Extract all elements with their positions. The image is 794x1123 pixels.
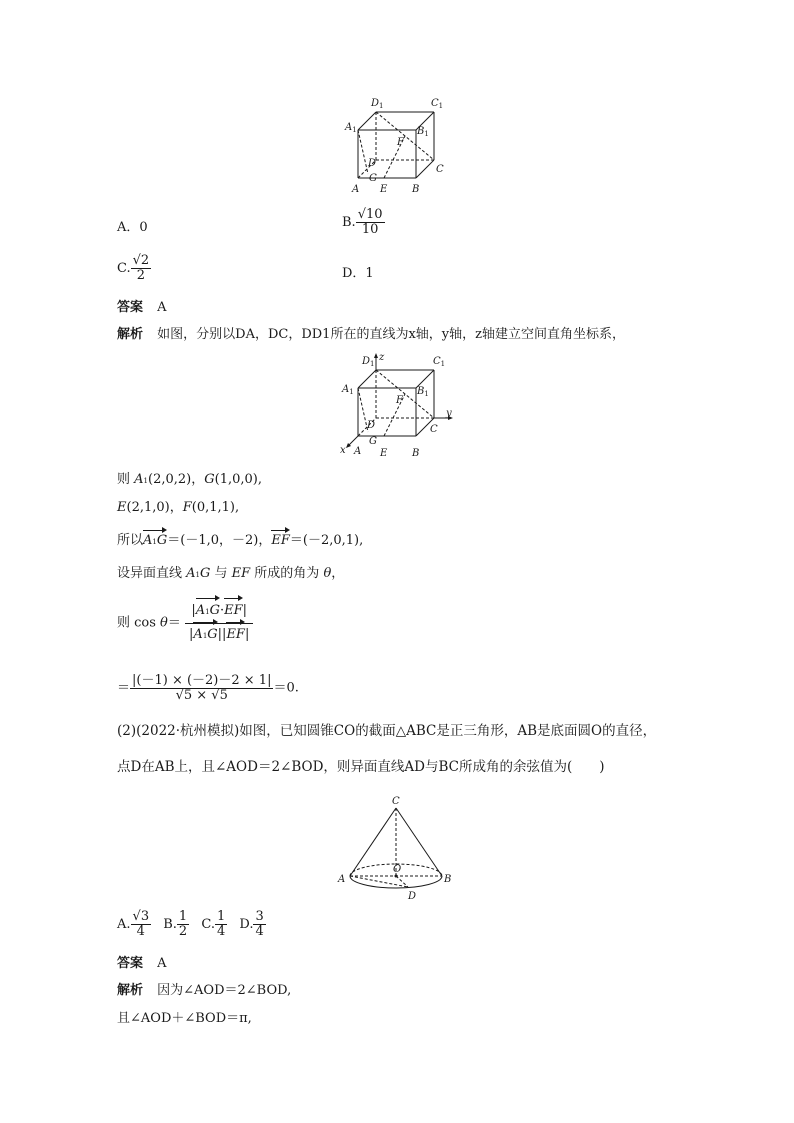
answer-1 xyxy=(117,299,167,317)
svg-text:F: F xyxy=(396,395,403,406)
result-value: ＝0. xyxy=(273,680,299,696)
option-c-prefix: C. xyxy=(117,261,131,276)
svg-text:A1: $A_1$ xyxy=(342,384,354,396)
answer-label: 答案 xyxy=(117,300,144,315)
answer-2 xyxy=(117,955,167,973)
opt2-c-den: 4 xyxy=(216,924,226,939)
svg-text:E: E xyxy=(380,448,388,459)
analysis-text: 如图，分别以DA，DC，DD1所在的直线为x轴，y轴，z轴建立空间直角坐标系， xyxy=(157,327,625,342)
analysis2-label: 解析 xyxy=(117,983,144,998)
opt2-d-den: 4 xyxy=(255,924,264,939)
option-d-1: D．1 xyxy=(342,266,374,281)
opt2-a-den: 4 xyxy=(136,924,145,939)
cos-formula: 则 cos θ＝ $\frac{|A1G\cdot EF|}{|A1G||EF|}$ xyxy=(117,600,253,647)
options-2 xyxy=(117,910,266,939)
line3-prefix: 所以 xyxy=(117,533,144,548)
svg-text:C1: $C_1$ xyxy=(433,356,446,368)
label-F: F xyxy=(397,137,404,148)
option-c-1 xyxy=(117,254,151,283)
coords-line-4: 设异面直线 A1G 与 EF 所成的角为 θ， xyxy=(117,566,345,581)
cone-label-D: D xyxy=(408,891,417,902)
analysis2-line1: 因为∠AOD＝2∠BOD, xyxy=(157,983,292,998)
opt2-b-num: 1 xyxy=(178,909,188,924)
label-C1: $C_1$ xyxy=(431,98,444,110)
opt2-c-num: 1 xyxy=(216,909,226,924)
result-formula: ＝ $\frac{|(-1) \times (-2)-2 \times 1|}{√5 \times √5}$ ＝0. xyxy=(117,673,299,703)
analysis-2-line-2: 且∠AOD＋∠BOD＝π, xyxy=(117,1011,252,1026)
label-B: B xyxy=(412,184,420,195)
label-G: G xyxy=(369,173,377,184)
svg-text:G: G xyxy=(369,436,377,447)
opt2-d-prefix: D. xyxy=(239,917,254,932)
label-A1: $A_1$ xyxy=(345,122,357,134)
problem-2-line-1: (2)(2022·杭州模拟)如图，已知圆锥CO的截面△ABC是正三角形，AB是底面圆O的直径， xyxy=(117,723,657,739)
opt2-a-num: √3 xyxy=(132,909,150,924)
label-C: C xyxy=(436,164,444,175)
label-B1: $B_1$ xyxy=(417,126,429,138)
svg-text:B: B xyxy=(412,448,420,459)
svg-text:B1: $B_1$ xyxy=(417,386,429,398)
svg-text:A: A xyxy=(354,446,362,457)
analysis-2 xyxy=(117,982,291,1000)
result-denominator: √5 × √5 xyxy=(175,688,228,703)
svg-text:C: C xyxy=(430,424,438,435)
result-numerator: |(－1) × (－2)－2 × 1| xyxy=(132,673,272,688)
vector-ef: EF xyxy=(271,533,290,548)
cube-figure-1 xyxy=(340,94,460,198)
option-b-1 xyxy=(342,208,385,237)
coords-line-3 xyxy=(117,532,363,551)
opt2-b-den: 2 xyxy=(178,924,188,939)
analysis-1 xyxy=(117,326,625,344)
cone-label-B: B xyxy=(444,874,452,885)
line3-end: ＝(－2,0,1), xyxy=(289,533,364,548)
opt2-d-num: 3 xyxy=(255,909,264,924)
answer-value: A xyxy=(157,300,167,315)
option-b-prefix: B. xyxy=(342,215,356,230)
opt2-b-prefix: B. xyxy=(163,917,177,932)
cone-figure xyxy=(336,792,460,904)
cone-label-C: C xyxy=(392,796,400,807)
option-a-1: A．0 xyxy=(117,220,148,235)
svg-text:D1: $D_1$ xyxy=(362,356,375,368)
coords-line-2: E(2,1,0)，F(0,1,1), xyxy=(117,500,240,515)
opt2-c-prefix: C. xyxy=(201,917,215,932)
vector-a1g: A1G xyxy=(143,532,167,551)
option-c-den: 2 xyxy=(136,268,146,283)
axis-x-label: x xyxy=(340,445,346,456)
analysis-label: 解析 xyxy=(117,327,144,342)
label-D: D xyxy=(368,158,377,169)
line3-mid: ＝(－1,0，－2)， xyxy=(167,533,272,548)
option-b-num: √10 xyxy=(357,207,383,222)
axis-z-label: z xyxy=(379,352,385,363)
answer2-value: A xyxy=(157,956,167,971)
option-b-den: 10 xyxy=(361,222,379,237)
problem-2-line-2: 点D在AB上，且∠AOD＝2∠BOD，则异面直线AD与BC所成角的余弦值为( ) xyxy=(117,759,605,775)
opt2-a-prefix: A. xyxy=(117,917,131,932)
label-E: E xyxy=(380,184,388,195)
axis-y-label: y xyxy=(446,408,452,419)
label-A: A xyxy=(352,184,360,195)
cone-label-O: O xyxy=(393,864,402,875)
answer2-label: 答案 xyxy=(117,956,144,971)
svg-text:D: D xyxy=(367,420,376,431)
label-D1: $D_1$ xyxy=(371,98,384,110)
cube-figure-2 xyxy=(336,352,466,460)
cone-label-A: A xyxy=(338,874,346,885)
coords-line-1: 则 A1(2,0,2)，G(1,0,0), xyxy=(117,472,262,487)
option-c-num: √2 xyxy=(132,253,150,268)
